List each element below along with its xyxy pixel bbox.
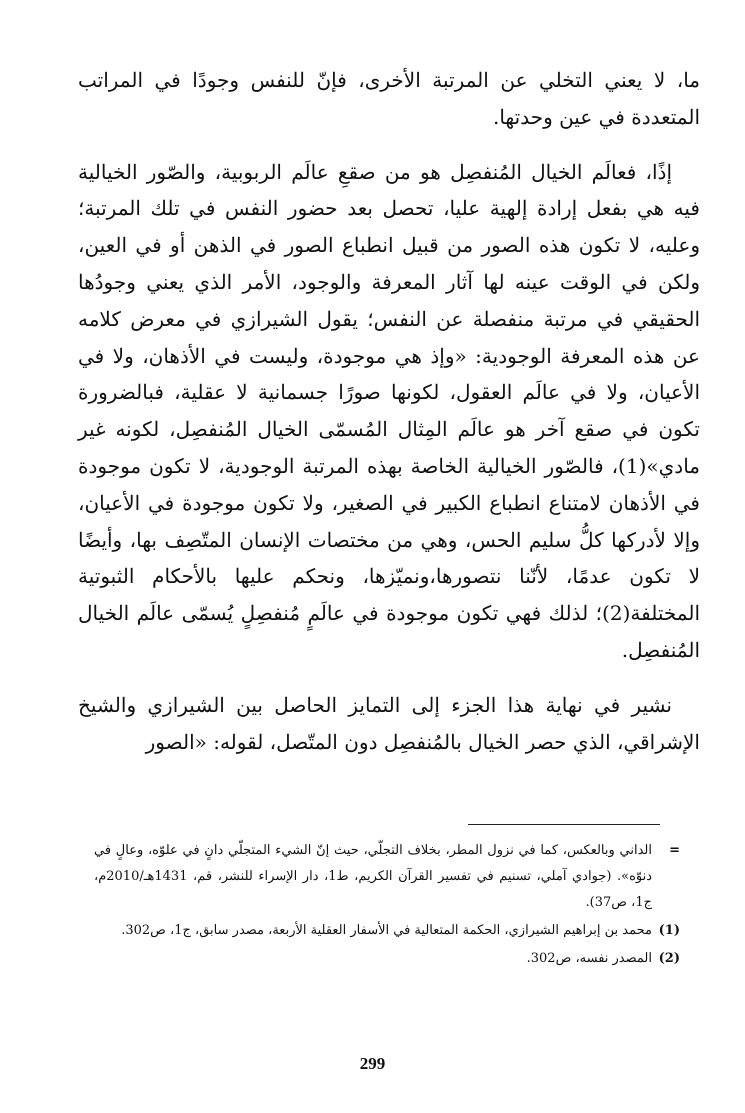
paragraph-distinction: نشير في نهاية هذا الجزء إلى التمايز الحاصل بين الشيرازي والشيخ الإشراقي، الذي حصر الخيال بالمُنفصِل دون المتّصل، لقوله: «الصور xyxy=(78,692,700,754)
footnote-divider xyxy=(468,824,660,825)
footnote-mark: = xyxy=(669,843,680,858)
page-number: 299 xyxy=(359,1054,386,1073)
footnote-2 xyxy=(94,946,680,972)
paragraph-continuation: ما، لا يعني التخلي عن المرتبة الأخرى، فإنّ للنفس وجودًا في المراتب المتعددة في عين وحدتها. xyxy=(78,68,700,129)
footnotes xyxy=(94,838,680,974)
body-text xyxy=(78,62,700,760)
footnote-mark: (1) xyxy=(658,923,680,938)
paragraph-imaginal-world: إذًا، فعالَم الخيال المُنفصِل هو من صقعِ عالَم الربوبية، والصّور الخيالية فيه هي بفعل إرادة إلهية عليا، تحصل بعد حضور النفس في تلك المرتبة؛ وعليه، لا تكون هذه الصور من قبيل انطباع الصور في الذهن أو في العين، ولكن في الوقت عينه لها آثار المعرفة والوجود، الأمر الذي يعني وجودُها الحقيقي في مرتبة منفصلة عن النفس؛ يقول الشيرازي في معرض كلامه عن هذه المعرفة الوجودية: «وإذ هي موجودة، وليست في الأذهان، ولا في الأعيان، ولا في عالَم العقول، لكونها صورًا جسمانية لا عقلية، فبالضرورة تكون في صقع آخر هو عالَم المِثال المُسمّى الخيال المُنفصِل، لكونه غير مادي»(1)، فالصّور الخيالية الخاصة بهذه المرتبة الوجودية، لا تكون موجودة في الأذهان لامتناع انطباع الكبير في الصغير، ولا تكون موجودة في الأعيان، وإلا لأدركها كلُّ سليم الحس، وهي من مختصات الإنسان المتّصِف بها، وأيضًا لا تكون عدمًا، لأنّنا نتصورها،ونميّزها، ونحكم عليها بالأحكام الثبوتية المختلفة(2)؛ لذلك فهي تكون موجودة في عالَمٍ مُنفصِلٍ يُسمّى عالَم الخيال المُنفصِل. xyxy=(78,159,701,662)
footnote-1 xyxy=(94,918,680,944)
footnote-mark: (2) xyxy=(658,951,680,966)
footnote-text: الداني وبالعكس، كما في نزول المطر، بخلاف التجلّي، حيث إنّ الشيء المتجلّي دانٍ في علوّه، وعالٍ في دنوّه». (جوادي آملي، تسنيم في تفسير القرآن الكريم، ط1، دار الإسراء للنشر، قم، 1431هـ/2010م، ج1، ص37). xyxy=(94,843,652,910)
footnote-continuation xyxy=(94,838,680,916)
footnote-text: المصدر نفسه، ص302. xyxy=(526,951,652,966)
footnote-text: محمد بن إبراهيم الشيرازي، الحكمة المتعالية في الأسفار العقلية الأربعة، مصدر سابق، ج1، ص302. xyxy=(121,923,652,938)
